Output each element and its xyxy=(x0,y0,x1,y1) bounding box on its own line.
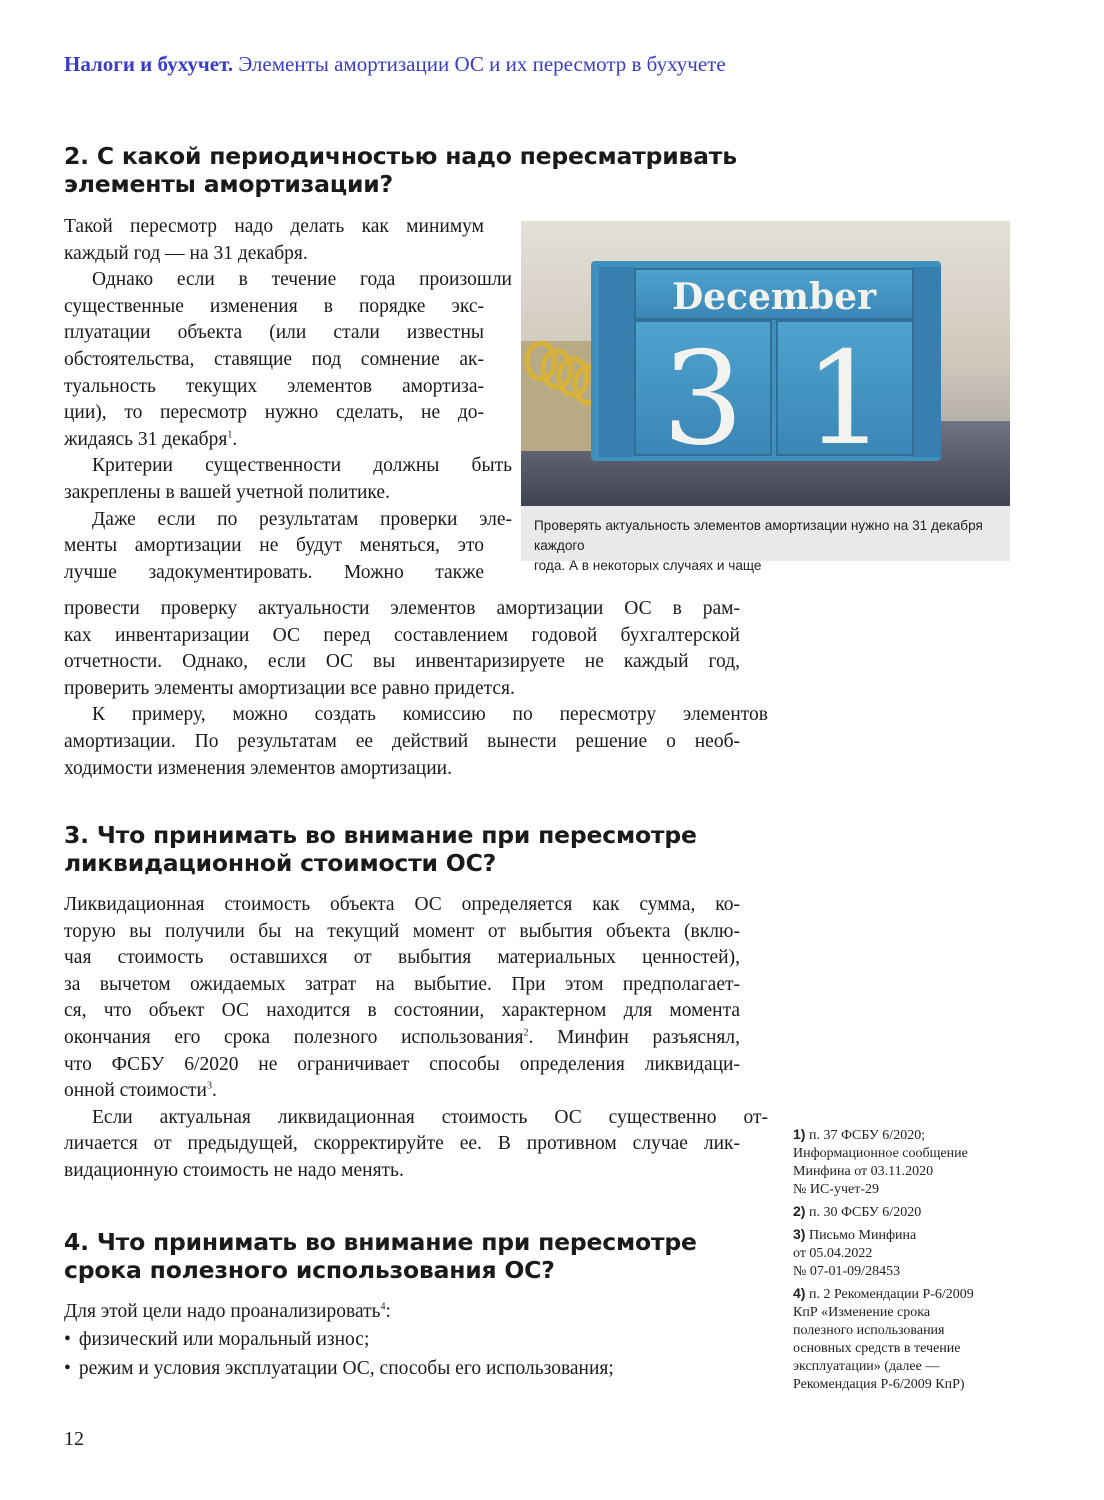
text-line: торую вы получили бы на текущий момент от выбытия объекта (вклю- xyxy=(64,920,740,942)
section2-heading: 2. С какой периодичностью надо пересматривать элементы амортизации? xyxy=(64,142,737,198)
text-line: Даже если по результатам проверки эле- xyxy=(92,508,512,530)
text-line: за вычетом ожидаемых затрат на выбытие. При этом предполагает- xyxy=(64,973,740,995)
section4-heading: 4. Что принимать во внимание при пересмотре срока полезного использования ОС? xyxy=(64,1228,697,1284)
text-line: Такой пересмотр надо делать как минимум xyxy=(64,216,484,237)
text-line: менты амортизации не будут меняться, это xyxy=(64,535,484,557)
bullet-list xyxy=(64,1325,764,1383)
text-line: Критерии существенности должны быть xyxy=(92,455,512,477)
text-line: К примеру, можно создать комиссию по пересмотру элементов xyxy=(92,704,768,726)
calendar-photo xyxy=(521,221,1010,506)
text-line: личается от предыдущей, скорректируйте ее. В противном случае лик- xyxy=(64,1133,740,1155)
text-line: лучше задокументировать. Можно также xyxy=(64,561,484,583)
text-line: жидаясь 31 декабря$^1$. xyxy=(64,428,238,450)
text-line: онной стоимости$^3$. xyxy=(64,1080,217,1102)
text-line: чая стоимость оставшихся от выбытия материальных ценностей), xyxy=(64,947,740,969)
bullet-icon: • xyxy=(64,1358,71,1379)
text-line: окончания его срока полезного использования$^2$. Минфин разъяснял, xyxy=(64,1026,740,1048)
text-line: провести проверку актуальности элементов амортизации ОС в рам- xyxy=(64,598,740,619)
calendar-month: December xyxy=(671,276,877,318)
text-line: видационную стоимость не надо менять. xyxy=(64,1159,404,1181)
text-line: плуатации объекта (или стали известны xyxy=(64,322,484,344)
section4-intro: Для этой цели надо проанализировать$^4$: xyxy=(64,1301,391,1322)
text-line: туальность текущих элементов амортиза- xyxy=(64,375,484,397)
footnote-2: 2) п. 30 ФСБУ 6/2020 xyxy=(793,1203,922,1220)
text-line: что ФСБУ 6/2020 не ограничивает способы определения ликвидаци- xyxy=(64,1053,740,1075)
section2-text-wide xyxy=(64,596,768,782)
text-line: обстоятельства, ставящие под сомнение ак- xyxy=(64,348,484,370)
photo-caption: Проверять актуальность элементов амортизации нужно на 31 декабря каждого года. А в некоторых случаях и чаще xyxy=(521,506,1010,561)
footnote-4: 4) п. 2 Рекомендации Р-6/2009 КпР «Изменение срока полезного использования основных средств в течение эксплуатации» (далее — Рекомендация Р-6/2009 КпР) xyxy=(793,1285,974,1392)
text-line: Однако если в течение года произошли xyxy=(92,269,512,291)
footnote-ref: 2 xyxy=(523,1027,529,1039)
text-line: Ликвидационная стоимость объекта ОС определяется как сумма, ко- xyxy=(64,894,740,915)
text-line: существенные изменения в порядке экс- xyxy=(64,295,484,317)
text-line: каждый год — на 31 декабря. xyxy=(64,242,308,264)
text-line: ся, что объект ОС находится в состоянии, характерном для момента xyxy=(64,1000,740,1022)
list-item: • физический или моральный износ; xyxy=(64,1329,370,1350)
footnote-3: 3) Письмо Минфина от 05.04.2022 № 07-01-09/28453 xyxy=(793,1226,917,1279)
text-line: ходимости изменения элементов амортизации. xyxy=(64,757,452,779)
header-title: Элементы амортизации ОС и их пересмотр в бухучете xyxy=(238,52,726,76)
calendar-day-digit-2: 1 xyxy=(804,325,886,474)
footnote-ref: 1 xyxy=(227,429,233,441)
text-line: закреплены в вашей учетной политике. xyxy=(64,481,390,503)
footnotes xyxy=(793,1125,1033,1397)
text-line: ках инвентаризации ОС перед составлением годовой бухгалтерской xyxy=(64,624,740,646)
text-line: Если актуальная ликвидационная стоимость ОС существенно от- xyxy=(92,1106,768,1128)
page-number: 12 xyxy=(64,1428,84,1450)
bullet-icon: • xyxy=(64,1329,71,1350)
footnote-ref: 3 xyxy=(206,1080,212,1092)
list-item: • режим и условия эксплуатации ОС, способы его использования; xyxy=(64,1358,614,1379)
section3-text xyxy=(64,892,768,1185)
text-line: амортизации. По результатам ее действий вынести решение о необ- xyxy=(64,730,740,752)
text-line: отчетности. Однако, если ОС вы инвентаризируете не каждый год, xyxy=(64,651,740,673)
section3-heading: 3. Что принимать во внимание при пересмотре ликвидационной стоимости ОС? xyxy=(64,821,697,877)
footnote-1: 1) п. 37 ФСБУ 6/2020; Информационное сообщение Минфина от 03.11.2020 № ИС-учет-29 xyxy=(793,1126,968,1197)
header-section: Налоги и бухучет. xyxy=(64,52,234,76)
text-line: проверить элементы амортизации все равно придется. xyxy=(64,677,515,699)
text-line: ции), то пересмотр нужно сделать, не до- xyxy=(64,402,484,424)
calendar-day-digit-1: 3 xyxy=(662,325,744,474)
running-header xyxy=(64,52,1044,77)
footnote-ref: 4 xyxy=(380,1301,386,1313)
